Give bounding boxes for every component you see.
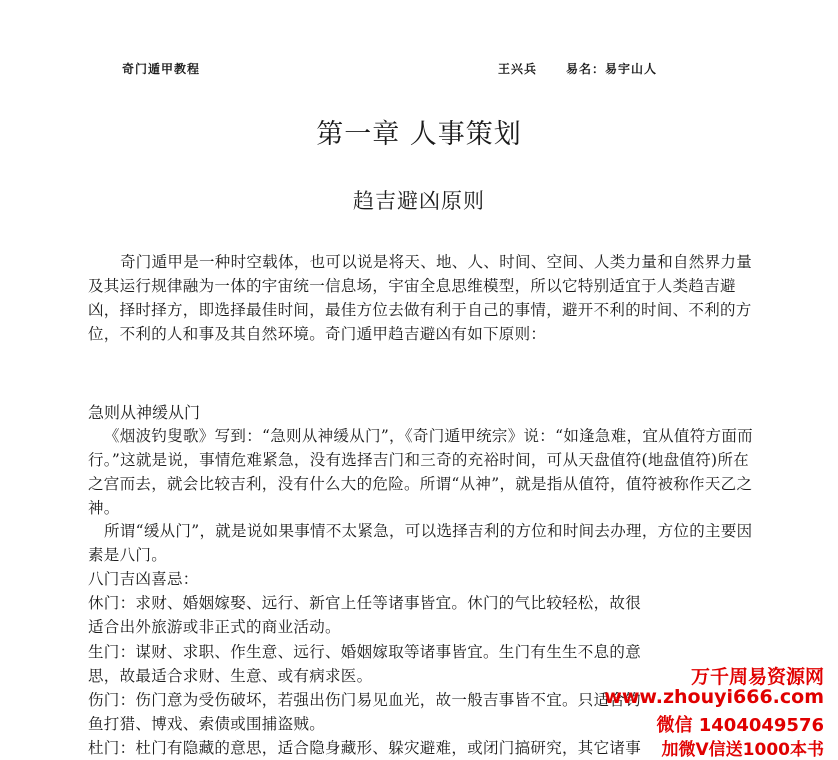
watermark-url: www.zhouyi666.com xyxy=(604,686,824,708)
text-line: 八门吉凶喜忌： xyxy=(88,570,199,588)
paragraph-3: 所谓“缓从门”，就是说如果事情不太紧急，可以选择吉利的方位和时间去办理，方位的主要因素是八门。 xyxy=(88,522,753,564)
subheading: 急则从神缓从门 xyxy=(88,403,201,422)
text-line: 适合出外旅游或非正式的商业活动。 xyxy=(88,618,341,636)
paragraph-2: 《烟波钓叟歌》写到：“急则从神缓从门”，《奇门遁甲统宗》说：“如逢急难，宜从值符方面而行。”这就是说，事情危难紧急，没有选择吉门和三奇的充裕时间，可从天盘值符(地盘值符)所在之宫而去，就会比较吉利，没有什么大的危险。所谓“从神”，就是指从值符，值符被称作天乙之神。 xyxy=(88,427,753,517)
intro-paragraph: 奇门遁甲是一种时空载体，也可以说是将天、地、人、时间、空间、人类力量和自然界力量及其运行规律融为一体的宇宙统一信息场，宇宙全息思维模型，所以它特别适宜于人类趋吉避凶，择时择方，即选择最佳时间，最佳方位去做有利于自己的事情，避开不利的时间、不利的方位，不利的人和事及其自然环境。奇门遁甲趋吉避凶有如下原则： xyxy=(88,253,753,343)
text-line: 思，故最适合求财、生意、或有病求医。 xyxy=(88,667,373,685)
text-line: 鱼打猎、博戏、索债或围捕盗贼。 xyxy=(88,715,326,733)
text-line: 休门：求财、婚姻嫁娶、远行、新官上任等诸事皆宜。休门的气比较轻松，故很 xyxy=(88,594,642,612)
book-title-header: 奇门遁甲教程 xyxy=(122,62,201,76)
text-line: 伤门：伤门意为受伤破坏，若强出伤门易见血光，故一般吉事皆不宜。只适合钓 xyxy=(88,691,642,709)
text-line: 杜门：杜门有隐藏的意思，适合隐身藏形、躲灾避难，或闭门搞研究，其它诸事 xyxy=(88,739,642,757)
pen-name: 易名：易宇山人 xyxy=(566,62,658,76)
section-title: 趋吉避凶原则 xyxy=(353,189,485,213)
chapter-title: 第一章 人事策划 xyxy=(316,119,522,150)
watermark-line: 万千周易资源网 xyxy=(690,666,824,688)
watermark-promo: 加微V信送1000本书 xyxy=(661,740,824,760)
watermark-wechat: 微信 1404049576 xyxy=(656,715,824,736)
author-name: 王兴兵 xyxy=(498,62,538,76)
text-line: 生门：谋财、求职、作生意、远行、婚姻嫁取等诸事皆宜。生门有生生不息的意 xyxy=(88,643,642,661)
